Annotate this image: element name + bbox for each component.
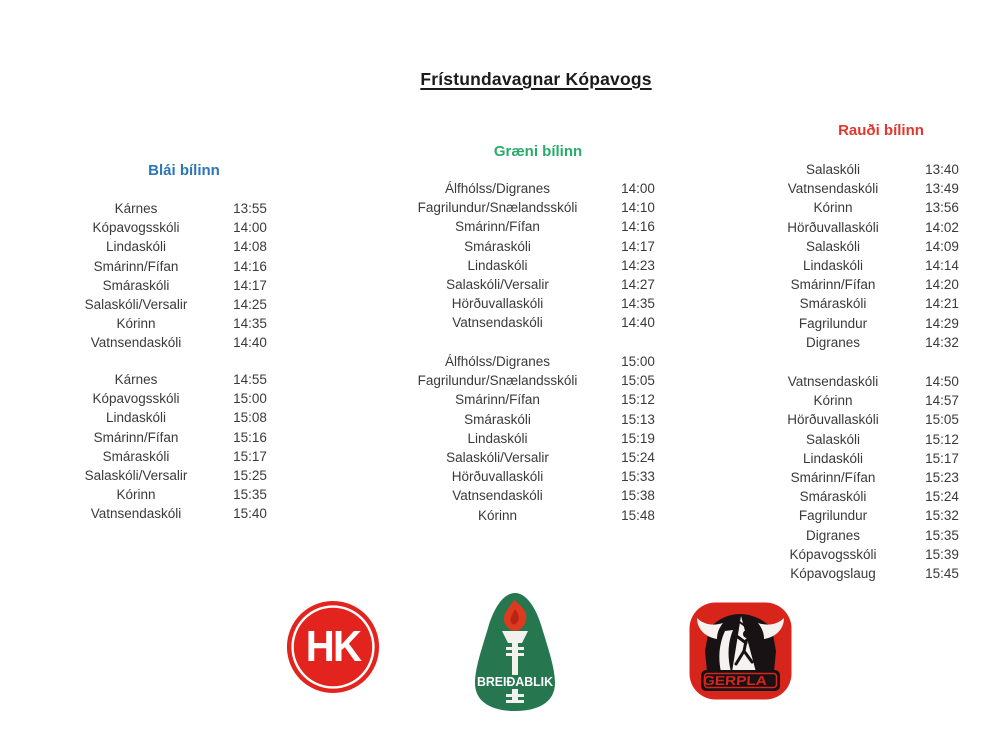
stop-name: Salaskóli/Versalir bbox=[84, 468, 188, 484]
stop-name: Vatnsendaskóli bbox=[787, 374, 879, 390]
stop-time: 15:40 bbox=[233, 506, 267, 522]
stop-row bbox=[50, 466, 278, 485]
stop-row bbox=[390, 256, 671, 275]
breidablik-logo-text: BREIÐABLIK bbox=[477, 674, 554, 689]
stop-time: 14:35 bbox=[233, 316, 267, 332]
stop-row bbox=[50, 370, 278, 389]
stop-name: Smárinn/Fífan bbox=[455, 219, 540, 235]
blue-bus-schedule-block-2 bbox=[50, 370, 278, 524]
stop-time: 15:33 bbox=[621, 469, 655, 485]
stop-time: 15:13 bbox=[621, 411, 655, 427]
stop-row bbox=[747, 506, 965, 525]
stop-row bbox=[747, 198, 965, 217]
stop-row bbox=[390, 429, 671, 448]
stop-row bbox=[747, 314, 965, 333]
stop-name: Vatnsendaskóli bbox=[90, 506, 182, 522]
stop-time: 14:20 bbox=[925, 277, 959, 293]
stop-row bbox=[747, 372, 965, 391]
stop-row bbox=[747, 410, 965, 429]
stop-time: 15:05 bbox=[621, 373, 655, 389]
gerpla-logo-text: GERPLA bbox=[702, 673, 758, 688]
stop-row bbox=[390, 467, 671, 486]
stop-time: 14:32 bbox=[925, 334, 959, 350]
stop-name: Lindaskóli bbox=[802, 450, 864, 466]
stop-time: 15:48 bbox=[621, 507, 655, 523]
stop-name: Lindaskóli bbox=[467, 257, 528, 273]
stop-row bbox=[50, 408, 278, 427]
stop-name: Salaskóli/Versalir bbox=[446, 450, 549, 466]
stop-name: Digranes bbox=[805, 527, 861, 543]
stop-time: 14:16 bbox=[621, 219, 655, 235]
stop-row bbox=[50, 447, 278, 466]
stop-name: Kórinn bbox=[813, 200, 853, 216]
stop-row bbox=[50, 276, 278, 295]
stop-row bbox=[50, 218, 278, 237]
stop-time: 14:00 bbox=[233, 220, 267, 236]
green-bus-schedule-block-2 bbox=[390, 352, 671, 525]
stop-row bbox=[390, 198, 671, 217]
hk-club-logo-icon bbox=[286, 600, 380, 694]
stop-row bbox=[50, 389, 278, 408]
stop-name: Kópavogslaug bbox=[790, 565, 876, 581]
stop-time: 14:09 bbox=[925, 238, 959, 254]
stop-row bbox=[50, 314, 278, 333]
stop-row bbox=[747, 487, 965, 506]
stop-row bbox=[747, 237, 965, 256]
stop-name: Vatnsendaskóli bbox=[452, 315, 543, 331]
stop-name: Hörðuvallaskóli bbox=[787, 412, 879, 428]
stop-name: Kópavogsskóli bbox=[789, 546, 877, 562]
stop-row bbox=[747, 430, 965, 449]
stop-time: 15:05 bbox=[925, 412, 959, 428]
stop-time: 15:45 bbox=[925, 565, 959, 581]
stop-time: 15:00 bbox=[621, 354, 655, 370]
stop-time: 14:08 bbox=[233, 239, 267, 255]
stop-time: 13:56 bbox=[925, 200, 959, 216]
stop-name: Smáraskóli bbox=[464, 238, 531, 254]
stop-row bbox=[390, 294, 671, 313]
stop-time: 13:55 bbox=[233, 201, 267, 217]
breidablik-logo-icon bbox=[470, 591, 560, 713]
hk-logo-icon bbox=[286, 600, 380, 694]
stop-name: Smáraskóli bbox=[102, 448, 170, 464]
stop-name: Vatnsendaskóli bbox=[90, 335, 182, 351]
stop-name: Vatnsendaskóli bbox=[452, 488, 543, 504]
red-bus-schedule-block-1 bbox=[747, 160, 965, 352]
stop-time: 14:10 bbox=[621, 200, 655, 216]
stop-time: 15:17 bbox=[925, 450, 959, 466]
stop-row bbox=[390, 486, 671, 505]
stop-time: 13:40 bbox=[925, 162, 959, 178]
stop-name: Salaskóli/Versalir bbox=[446, 277, 549, 293]
stop-name: Álfhólss/Digranes bbox=[444, 181, 551, 197]
stop-time: 15:35 bbox=[233, 487, 267, 503]
stop-row bbox=[747, 449, 965, 468]
stop-name: Kárnes bbox=[114, 201, 158, 217]
stop-name: Hörðuvallaskóli bbox=[787, 219, 879, 235]
stop-time: 14:40 bbox=[233, 335, 267, 351]
stop-name: Smárinn/Fífan bbox=[455, 392, 540, 408]
stop-time: 14:40 bbox=[621, 315, 655, 331]
stop-row bbox=[747, 564, 965, 583]
stop-name: Kárnes bbox=[114, 372, 158, 388]
gerpla-logo-icon bbox=[688, 601, 793, 701]
stop-time: 15:39 bbox=[925, 546, 959, 562]
stop-name: Digranes bbox=[805, 334, 861, 350]
stop-time: 15:23 bbox=[925, 470, 959, 486]
stop-time: 15:17 bbox=[233, 448, 267, 464]
stop-time: 14:16 bbox=[233, 258, 267, 274]
stop-row bbox=[747, 160, 965, 179]
stop-name: Fagrilundur bbox=[798, 315, 868, 331]
bus-heading-green: Græni bílinn bbox=[493, 143, 583, 160]
stop-row bbox=[390, 371, 671, 390]
stop-time: 15:19 bbox=[621, 430, 655, 446]
stop-name: Kórinn bbox=[477, 507, 518, 523]
stop-name: Hörðuvallaskóli bbox=[451, 296, 544, 312]
stop-row bbox=[747, 275, 965, 294]
stop-row bbox=[747, 218, 965, 237]
stop-time: 15:24 bbox=[621, 450, 655, 466]
stop-row bbox=[50, 428, 278, 447]
stop-name: Smárinn/Fífan bbox=[790, 470, 876, 486]
stop-time: 15:25 bbox=[233, 468, 267, 484]
stop-time: 15:38 bbox=[621, 488, 655, 504]
stop-row bbox=[747, 545, 965, 564]
bus-heading-blue: Blái bílinn bbox=[148, 162, 220, 179]
stop-name: Lindaskóli bbox=[802, 258, 864, 274]
stop-name: Álfhólss/Digranes bbox=[444, 354, 551, 370]
stop-time: 14:25 bbox=[233, 297, 267, 313]
stop-time: 15:08 bbox=[233, 410, 267, 426]
breidablik-club-logo-icon bbox=[470, 591, 560, 713]
stop-row bbox=[50, 504, 278, 523]
stop-row bbox=[747, 526, 965, 545]
red-bus-schedule-block-2 bbox=[747, 372, 965, 583]
stop-time: 14:27 bbox=[621, 277, 655, 293]
stop-name: Smáraskóli bbox=[102, 277, 170, 293]
stop-time: 14:29 bbox=[925, 315, 959, 331]
stop-name: Lindaskóli bbox=[105, 410, 167, 426]
stop-row bbox=[390, 506, 671, 525]
stop-row bbox=[747, 294, 965, 313]
green-bus-schedule-block-1 bbox=[390, 179, 671, 333]
stop-time: 14:00 bbox=[621, 181, 655, 197]
stop-row bbox=[390, 390, 671, 409]
stop-time: 14:21 bbox=[925, 296, 959, 312]
stop-name: Smárinn/Fífan bbox=[93, 258, 179, 274]
stop-time: 15:12 bbox=[621, 392, 655, 408]
stop-time: 13:49 bbox=[925, 181, 959, 197]
stop-time: 14:23 bbox=[621, 257, 655, 273]
gerpla-club-logo-icon bbox=[688, 601, 793, 701]
stop-time: 14:35 bbox=[621, 296, 655, 312]
stop-time: 14:17 bbox=[233, 277, 267, 293]
stop-time: 14:55 bbox=[233, 372, 267, 388]
stop-name: Vatnsendaskóli bbox=[787, 181, 879, 197]
stop-name: Salaskóli bbox=[805, 238, 861, 254]
stop-name: Smáraskóli bbox=[464, 411, 531, 427]
stop-time: 15:24 bbox=[925, 489, 959, 505]
stop-row bbox=[50, 333, 278, 352]
stop-name: Lindaskóli bbox=[467, 430, 528, 446]
stop-row bbox=[50, 199, 278, 218]
stop-name: Fagrilundur bbox=[798, 508, 868, 524]
stop-row bbox=[747, 391, 965, 410]
stop-name: Smáraskóli bbox=[799, 489, 867, 505]
stop-name: Kórinn bbox=[116, 316, 156, 332]
stop-row bbox=[390, 352, 671, 371]
stop-row bbox=[747, 468, 965, 487]
stop-row bbox=[390, 448, 671, 467]
stop-row bbox=[747, 179, 965, 198]
stop-time: 15:32 bbox=[925, 508, 959, 524]
stop-name: Smáraskóli bbox=[799, 296, 867, 312]
stop-row bbox=[390, 179, 671, 198]
stop-row bbox=[50, 295, 278, 314]
stop-row bbox=[50, 237, 278, 256]
stop-name: Smárinn/Fífan bbox=[93, 429, 179, 445]
bus-heading-red: Rauði bílinn bbox=[838, 122, 924, 139]
stop-row bbox=[390, 410, 671, 429]
stop-row bbox=[747, 333, 965, 352]
stop-name: Salaskóli bbox=[805, 431, 861, 447]
stop-time: 14:17 bbox=[621, 238, 655, 254]
stop-row bbox=[747, 256, 965, 275]
stop-row bbox=[390, 275, 671, 294]
stop-name: Kópavogsskóli bbox=[92, 391, 180, 407]
stop-name: Lindaskóli bbox=[105, 239, 167, 255]
stop-time: 14:02 bbox=[925, 219, 959, 235]
stop-row bbox=[390, 217, 671, 236]
stop-name: Fagrilundur/Snælandsskóli bbox=[417, 200, 578, 216]
stop-name: Hörðuvallaskóli bbox=[451, 469, 544, 485]
stop-time: 14:14 bbox=[925, 258, 959, 274]
hk-logo-text: HK bbox=[305, 623, 362, 672]
stop-time: 15:00 bbox=[233, 391, 267, 407]
stop-time: 15:16 bbox=[233, 429, 267, 445]
stop-time: 15:35 bbox=[925, 527, 959, 543]
stop-name: Fagrilundur/Snælandsskóli bbox=[417, 373, 578, 389]
stop-row bbox=[50, 485, 278, 504]
stop-name: Kórinn bbox=[813, 393, 853, 409]
stop-name: Salaskóli bbox=[805, 162, 861, 178]
stop-name: Smárinn/Fífan bbox=[790, 277, 876, 293]
stop-time: 14:57 bbox=[925, 393, 959, 409]
stop-name: Kópavogsskóli bbox=[92, 220, 180, 236]
blue-bus-schedule-block-1 bbox=[50, 199, 278, 353]
stop-row bbox=[50, 257, 278, 276]
stop-name: Kórinn bbox=[116, 487, 156, 503]
page-title: Frístundavagnar Kópavogs bbox=[420, 69, 652, 89]
stop-name: Salaskóli/Versalir bbox=[84, 297, 188, 313]
stop-row bbox=[390, 313, 671, 332]
stop-time: 14:50 bbox=[925, 374, 959, 390]
stop-row bbox=[390, 237, 671, 256]
stop-time: 15:12 bbox=[925, 431, 959, 447]
